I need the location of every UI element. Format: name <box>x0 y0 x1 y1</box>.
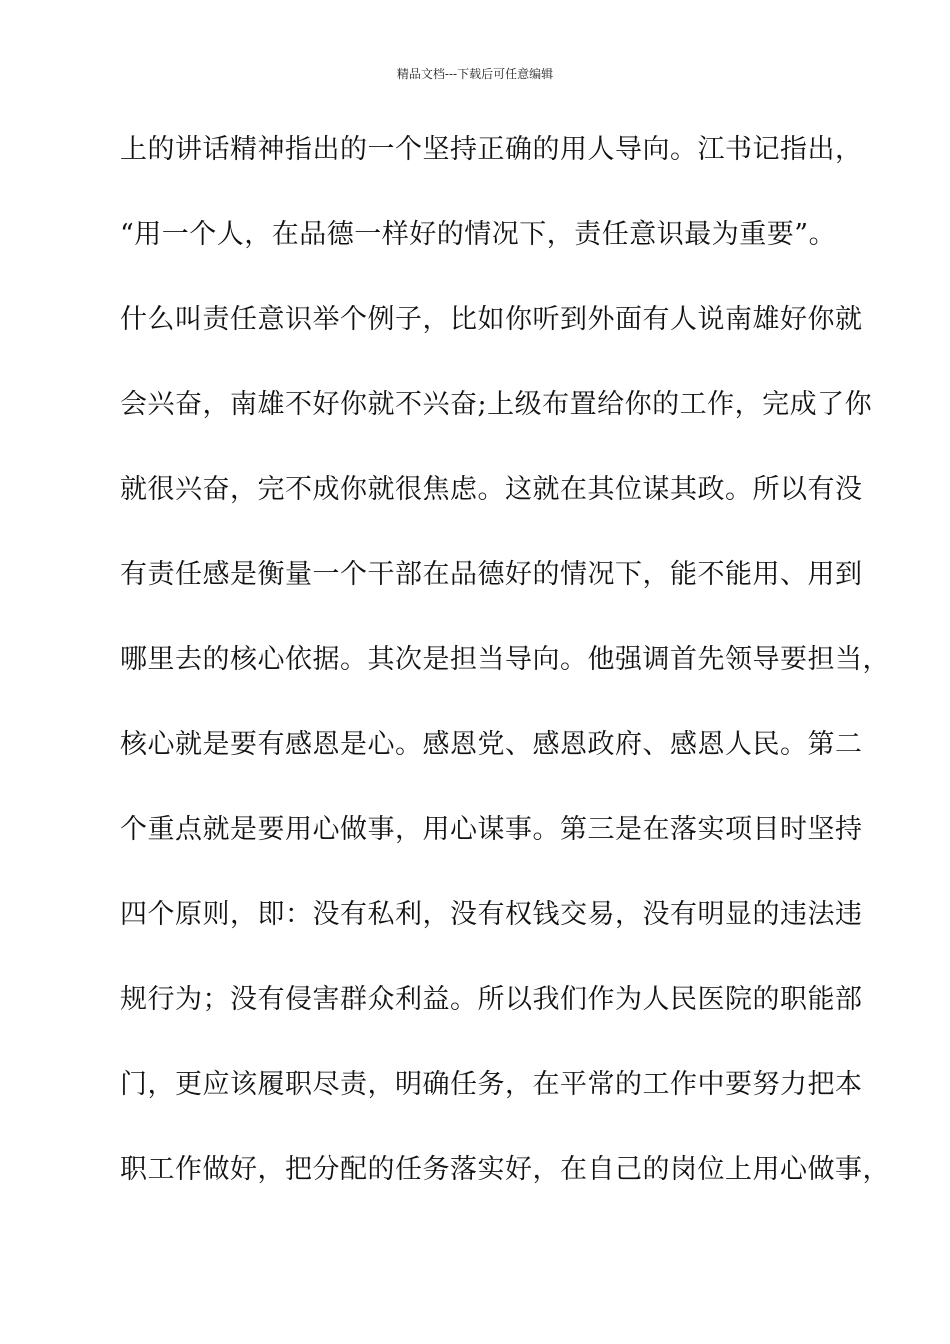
text-line: 就很兴奋，完不成你就很焦虑。这就在其位谋其政。所以有没 <box>120 474 863 505</box>
body-text <box>120 122 890 1227</box>
text-line: 四个原则，即：没有私利，没有权钱交易，没有明显的违法违 <box>120 899 863 930</box>
text-line: 有责任感是衡量一个干部在品德好的情况下，能不能用、用到 <box>120 559 863 590</box>
text-line: 个重点就是要用心做事，用心谋事。第三是在落实项目时坚持 <box>120 814 863 845</box>
page-header: 精品文档---下载后可任意编辑 <box>396 67 554 81</box>
text-line: 哪里去的核心依据。其次是担当导向。他强调首先领导要担当， <box>120 644 890 675</box>
text-line: 职工作做好，把分配的任务落实好，在自己的岗位上用心做事， <box>120 1154 890 1185</box>
text-line: 上的讲话精神指出的一个坚持正确的用人导向。江书记指出， <box>120 134 863 165</box>
text-line: 规行为；没有侵害群众利益。所以我们作为人民医院的职能部 <box>120 984 863 1015</box>
text-line: “用一个人，在品德一样好的情况下，责任意识最为重要”。 <box>120 219 837 250</box>
text-line: 什么叫责任意识举个例子，比如你听到外面有人说南雄好你就 <box>120 304 863 335</box>
text-line: 门，更应该履职尽责，明确任务，在平常的工作中要努力把本 <box>120 1069 863 1100</box>
text-line: 会兴奋，南雄不好你就不兴奋;上级布置给你的工作，完成了你 <box>120 389 873 420</box>
text-line: 核心就是要有感恩是心。感恩党、感恩政府、感恩人民。第二 <box>120 729 863 760</box>
